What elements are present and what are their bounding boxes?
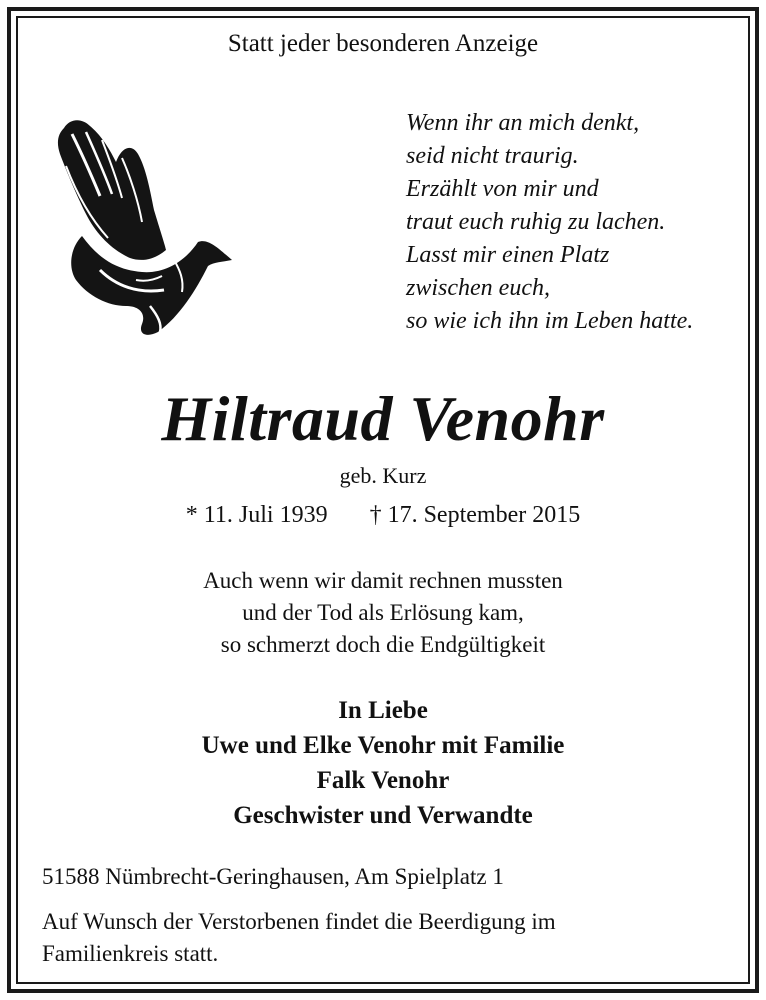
verse-line: und der Tod als Erlösung kam, (242, 600, 524, 625)
maiden-name: geb. Kurz (339, 463, 427, 488)
poem-line: Erzählt von mir und (406, 176, 599, 202)
mourner-line: In Liebe (338, 697, 428, 724)
poem-line: seid nicht traurig. (406, 143, 579, 169)
life-dates (0, 502, 766, 529)
mourner-line: Uwe und Elke Venohr mit Familie (201, 732, 565, 759)
poem (406, 107, 746, 338)
verse-line: so schmerzt doch die Endgültigkeit (220, 632, 546, 657)
poem-line: Lasst mir einen Platz (406, 242, 610, 268)
verse (0, 565, 766, 661)
birth-date: * 11. Juli 1939 (185, 502, 328, 528)
funeral-note-line: Auf Wunsch der Verstorbenen findet die Beerdigung im (42, 909, 556, 934)
announcement-header: Statt jeder besonderen Anzeige (227, 30, 539, 57)
poem-line: so wie ich ihn im Leben hatte. (406, 308, 694, 334)
mourner-line: Geschwister und Verwandte (233, 802, 533, 829)
funeral-note (42, 906, 722, 970)
verse-line: Auch wenn wir damit rechnen mussten (203, 568, 563, 593)
address: 51588 Nümbrecht-Geringhausen, Am Spielplatz 1 (42, 864, 504, 889)
praying-hands-icon (46, 110, 236, 342)
deceased-name: Hiltraud Venohr (161, 383, 605, 454)
poem-line: traut euch ruhig zu lachen. (406, 209, 666, 235)
mourner-line: Falk Venohr (316, 767, 450, 794)
death-date: † 17. September 2015 (369, 502, 581, 528)
funeral-note-line: Familienkreis statt. (42, 941, 219, 966)
poem-line: zwischen euch, (406, 275, 550, 301)
poem-line: Wenn ihr an mich denkt, (406, 110, 640, 136)
mourners (0, 693, 766, 833)
